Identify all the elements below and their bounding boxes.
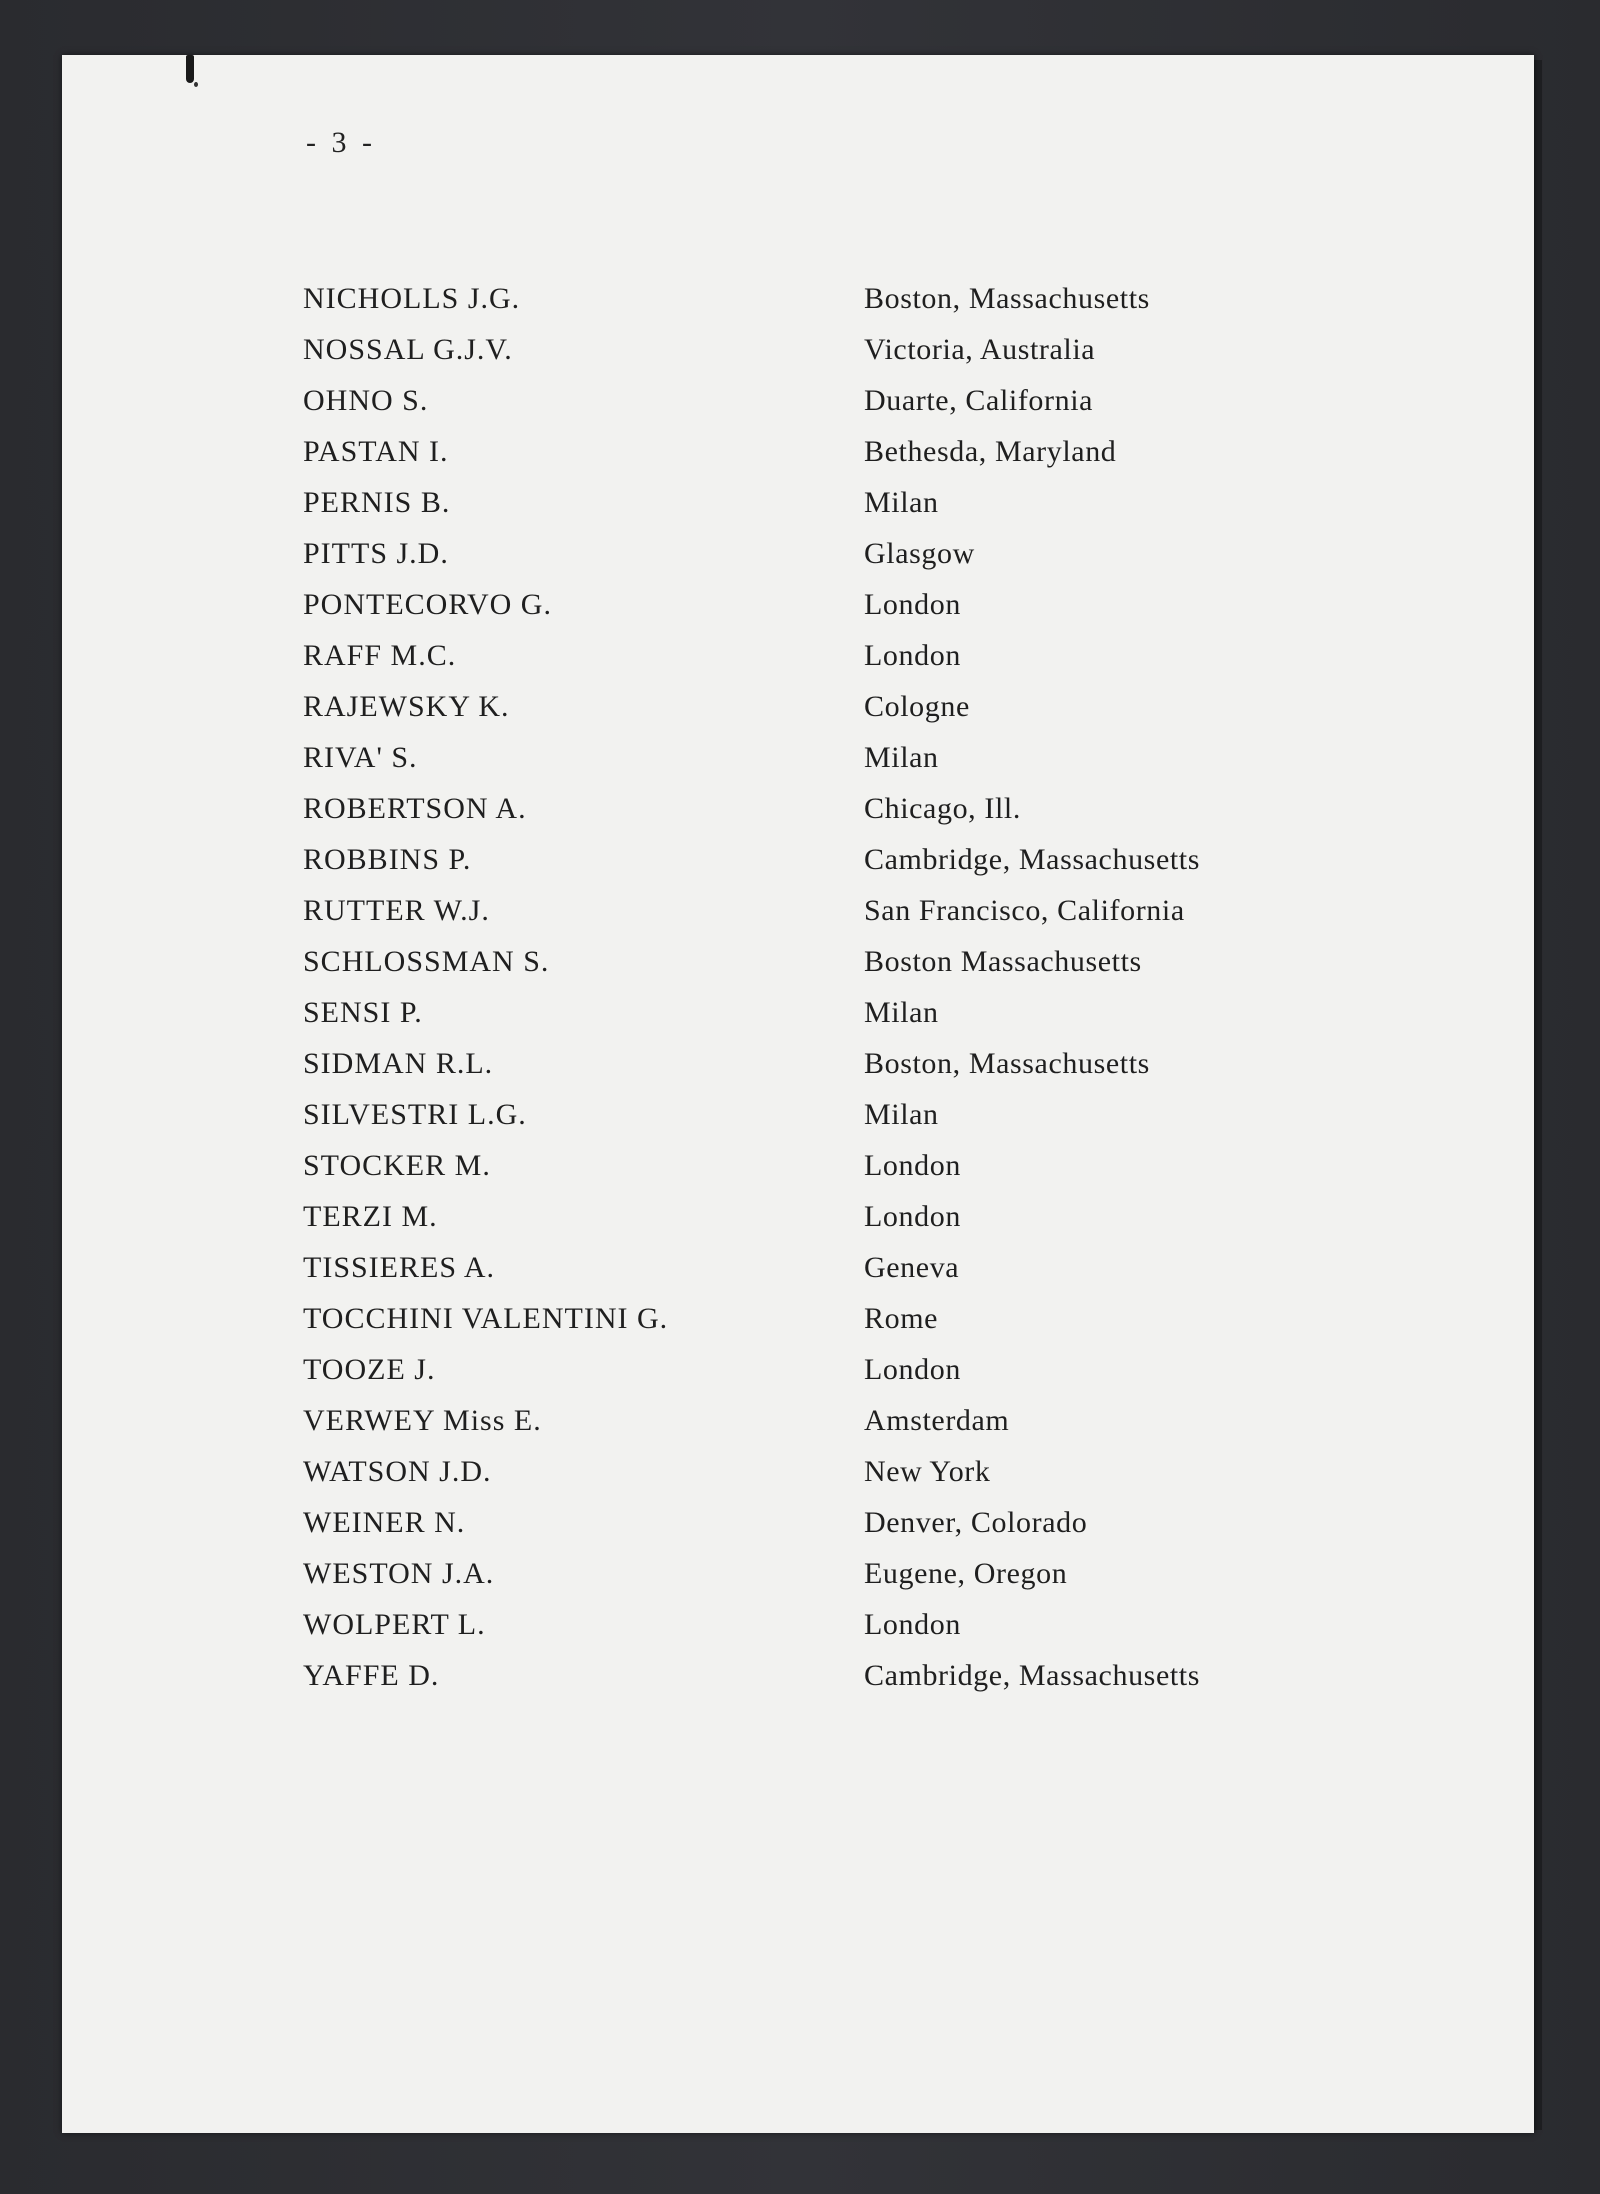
participant-name: TOOZE J. (303, 1353, 436, 1386)
participant-location: Geneva (864, 1251, 960, 1284)
participant-name: TISSIERES A. (303, 1251, 496, 1284)
list-item (0, 384, 1600, 434)
participant-name: WESTON J.A. (303, 1557, 495, 1590)
participant-name: NOSSAL G.J.V. (303, 333, 513, 366)
participant-location: London (864, 1149, 961, 1182)
participant-location: London (864, 1353, 961, 1386)
participant-name: SILVESTRI L.G. (303, 1098, 527, 1131)
participant-location: Milan (864, 996, 939, 1029)
list-item (0, 486, 1600, 536)
participant-name: SENSI P. (303, 996, 423, 1029)
participant-name: RUTTER W.J. (303, 894, 490, 927)
participant-name: VERWEY Miss E. (303, 1404, 542, 1437)
participant-location: Rome (864, 1302, 939, 1335)
participant-location: San Francisco, California (864, 894, 1185, 927)
list-item (0, 333, 1600, 383)
participant-name: OHNO S. (303, 384, 429, 417)
participant-location: Milan (864, 741, 939, 774)
participant-location: Denver, Colorado (864, 1506, 1088, 1539)
list-item (0, 1047, 1600, 1097)
list-item (0, 996, 1600, 1046)
ink-dot-mark (194, 82, 198, 87)
list-item (0, 1557, 1600, 1607)
list-item (0, 1200, 1600, 1250)
list-item (0, 537, 1600, 587)
participant-location: London (864, 639, 961, 672)
participant-name: WATSON J.D. (303, 1455, 492, 1488)
list-item (0, 1404, 1600, 1454)
participant-name: RIVA' S. (303, 741, 418, 774)
participant-location: Amsterdam (864, 1404, 1010, 1437)
participant-location: London (864, 1608, 961, 1641)
participant-location: Cambridge, Massachusetts (864, 1659, 1201, 1692)
participant-name: WOLPERT L. (303, 1608, 486, 1641)
list-item (0, 894, 1600, 944)
participant-location: Milan (864, 486, 939, 519)
participant-location: London (864, 588, 961, 621)
participant-name: PASTAN I. (303, 435, 449, 468)
list-item (0, 1353, 1600, 1403)
participant-location: Cologne (864, 690, 970, 723)
participant-name: PITTS J.D. (303, 537, 449, 570)
participant-location: Chicago, Ill. (864, 792, 1021, 825)
participant-name: ROBERTSON A. (303, 792, 527, 825)
participant-location: Glasgow (864, 537, 975, 570)
list-item (0, 1251, 1600, 1301)
participant-name: PERNIS B. (303, 486, 451, 519)
participant-location: Victoria, Australia (864, 333, 1096, 366)
participant-name: TERZI M. (303, 1200, 438, 1233)
list-item (0, 1659, 1600, 1709)
participant-location: Boston, Massachusetts (864, 1047, 1150, 1080)
participant-location: London (864, 1200, 961, 1233)
list-item (0, 1098, 1600, 1148)
list-item (0, 1506, 1600, 1556)
list-item (0, 639, 1600, 689)
participant-name: SIDMAN R.L. (303, 1047, 494, 1080)
list-item (0, 843, 1600, 893)
participant-name: ROBBINS P. (303, 843, 472, 876)
participant-name: RAJEWSKY K. (303, 690, 510, 723)
participant-name: WEINER N. (303, 1506, 466, 1539)
participant-name: YAFFE D. (303, 1659, 440, 1692)
participant-location: Milan (864, 1098, 939, 1131)
participant-location: New York (864, 1455, 991, 1488)
participant-name: NICHOLLS J.G. (303, 282, 521, 315)
list-item (0, 588, 1600, 638)
list-item (0, 792, 1600, 842)
list-item (0, 945, 1600, 995)
page-number: - 3 - (306, 126, 376, 159)
participant-name: TOCCHINI VALENTINI G. (303, 1302, 669, 1335)
list-item (0, 690, 1600, 740)
participant-location: Eugene, Oregon (864, 1557, 1068, 1590)
participant-location: Cambridge, Massachusetts (864, 843, 1201, 876)
participant-name: SCHLOSSMAN S. (303, 945, 550, 978)
list-item (0, 1149, 1600, 1199)
list-item (0, 282, 1600, 332)
list-item (0, 1608, 1600, 1658)
list-item (0, 741, 1600, 791)
list-item (0, 435, 1600, 485)
participant-location: Duarte, California (864, 384, 1094, 417)
staple-mark (186, 55, 194, 83)
participant-name: PONTECORVO G. (303, 588, 552, 621)
list-item (0, 1455, 1600, 1505)
participant-name: RAFF M.C. (303, 639, 457, 672)
participant-name: STOCKER M. (303, 1149, 491, 1182)
participant-location: Boston Massachusetts (864, 945, 1142, 978)
participant-location: Boston, Massachusetts (864, 282, 1150, 315)
list-item (0, 1302, 1600, 1352)
participant-location: Bethesda, Maryland (864, 435, 1117, 468)
